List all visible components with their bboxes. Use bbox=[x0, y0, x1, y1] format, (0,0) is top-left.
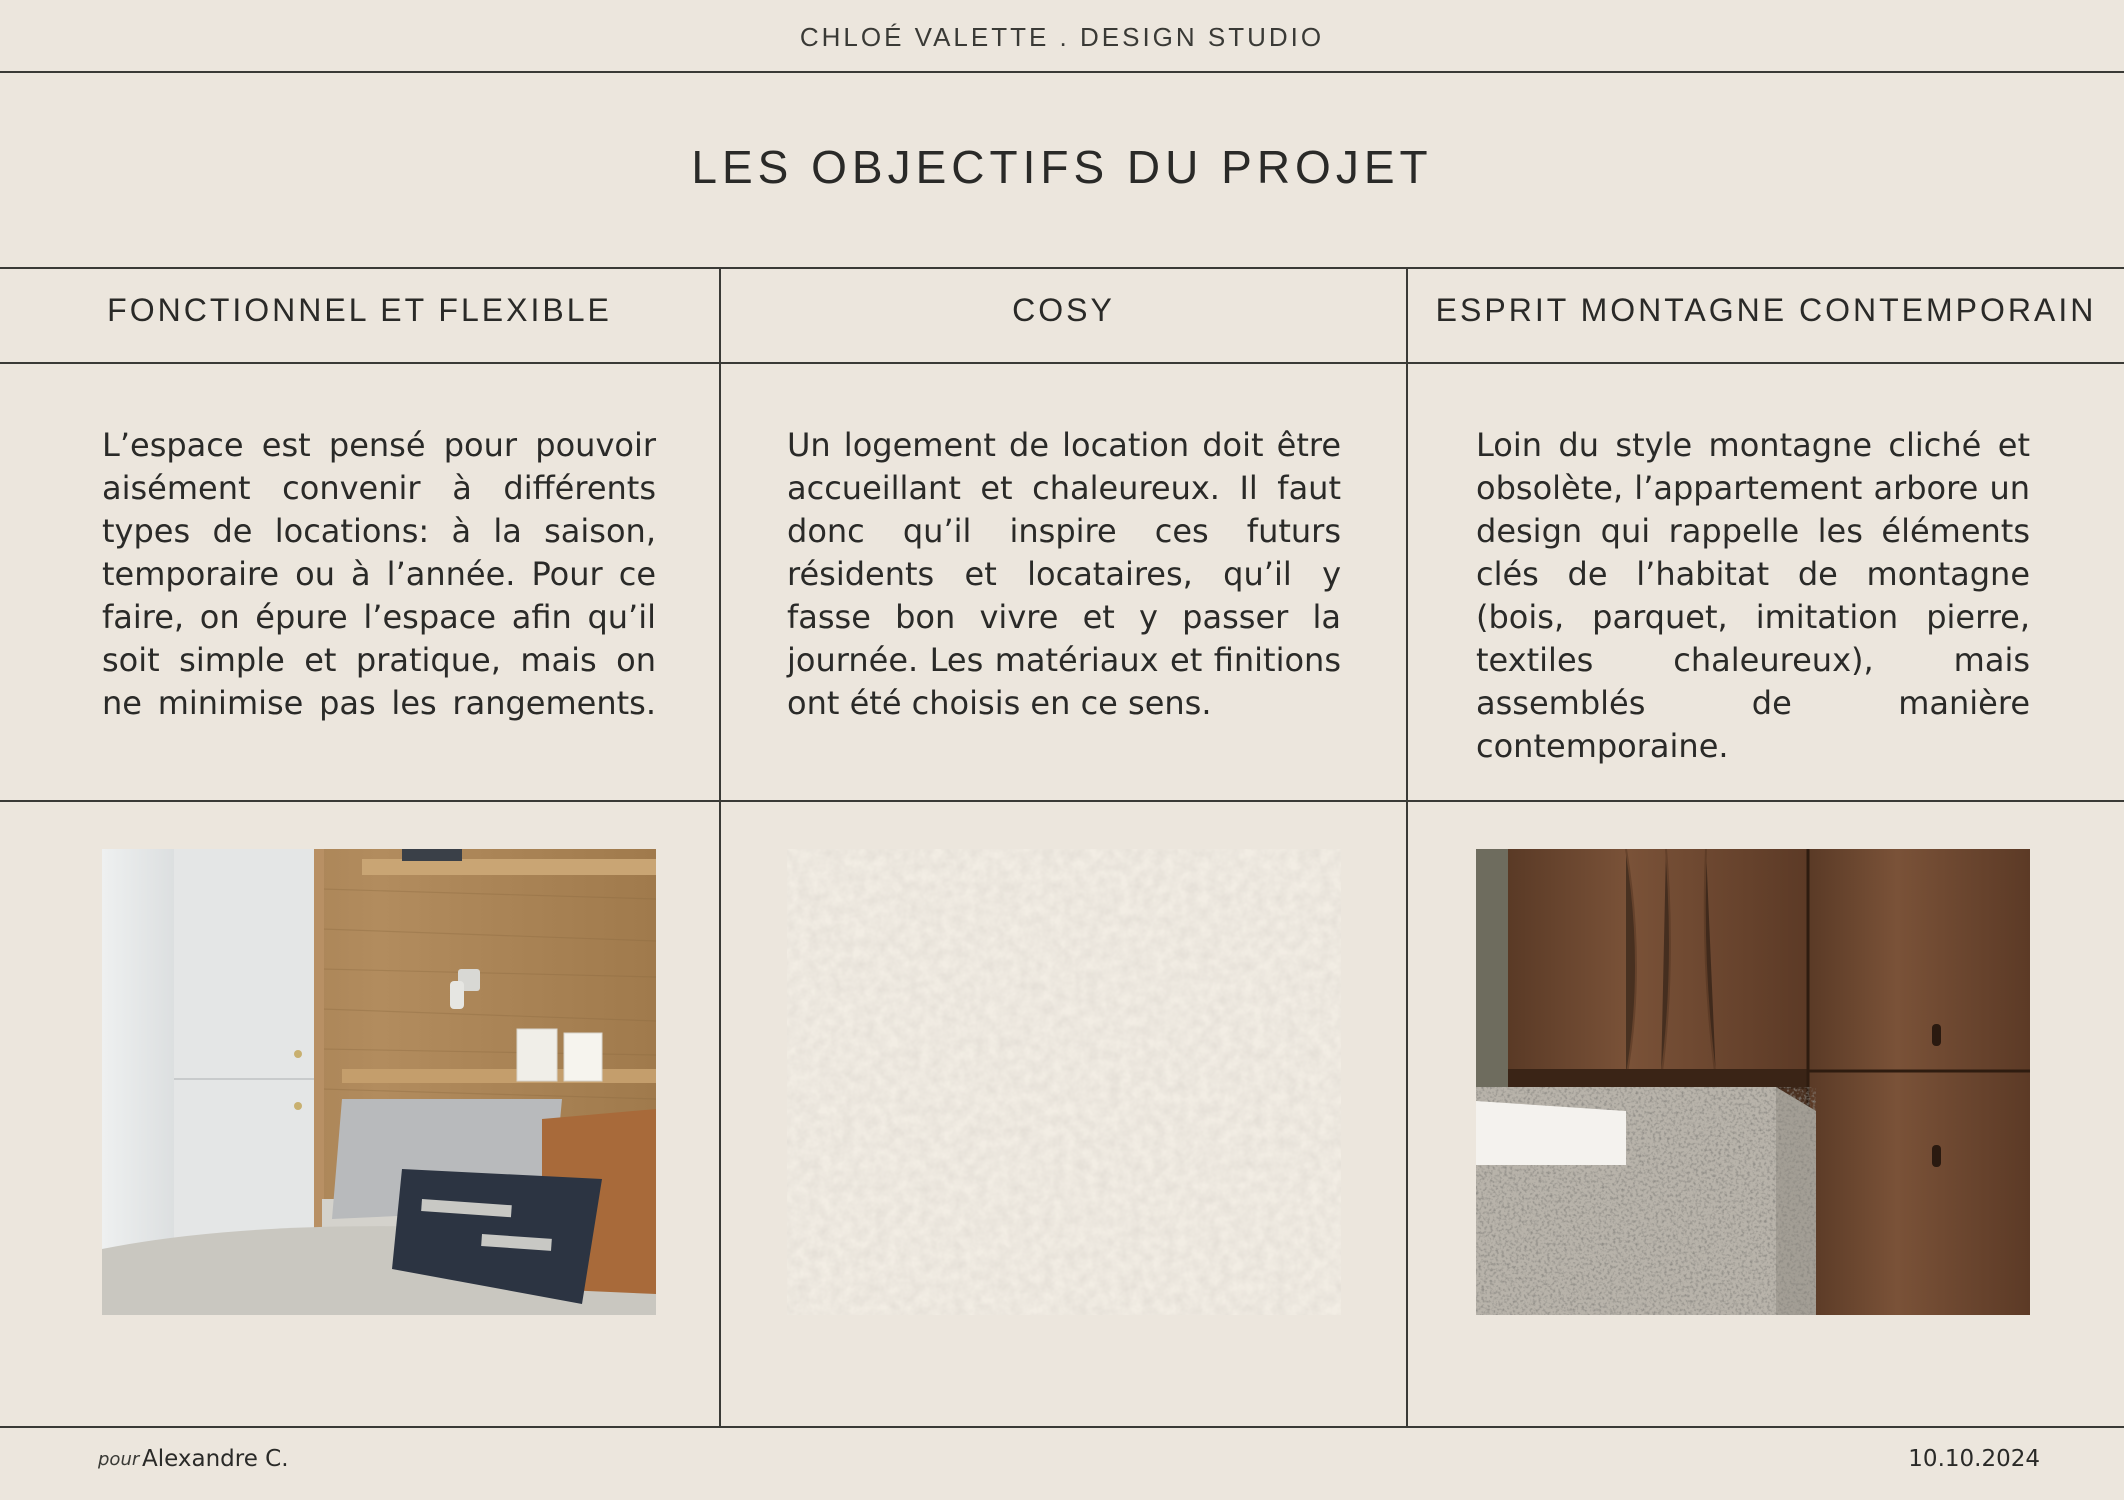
footer-pour-label: pour bbox=[98, 1449, 140, 1470]
column-text-fonctionnel: L’espace est pensé pour pouvoir aisément convenir à différents types de locations: à la saison, temporaire ou à l’année. Pour ce faire, on épure l’espace afin qu’il soit simple et pratique, mais on ne minimise pas les rangements. bbox=[102, 426, 656, 722]
title-divider bbox=[0, 267, 2124, 269]
page-title: LES OBJECTIFS DU PROJET bbox=[691, 141, 1433, 193]
footer-divider bbox=[0, 1426, 2124, 1428]
footer-date: 10.10.2024 bbox=[1908, 1446, 2040, 1472]
column-text-montagne: Loin du style montagne cliché et obsolète, l’appartement arbore un design qui rappelle les éléments clés de l’habitat de montagne (bois, parquet, imitation pierre, textiles chaleureux), mais assemblés de manière contemporaine. bbox=[1476, 426, 2030, 765]
boucle-fabric-texture-photo bbox=[787, 849, 1341, 1315]
heading-divider bbox=[0, 362, 2124, 364]
column-heading-cosy: COSY bbox=[1012, 292, 1115, 328]
footer-client-name: Alexandre C. bbox=[142, 1446, 289, 1472]
walnut-terrazzo-vanity-photo bbox=[1476, 849, 2030, 1315]
bedroom-headboard-photo bbox=[102, 849, 656, 1315]
column-divider-1 bbox=[719, 267, 721, 1428]
column-heading-montagne: ESPRIT MONTAGNE CONTEMPORAIN bbox=[1435, 292, 2097, 328]
column-heading-fonctionnel: FONCTIONNEL ET FLEXIBLE bbox=[107, 292, 612, 328]
text-divider bbox=[0, 800, 2124, 802]
header-divider bbox=[0, 71, 2124, 73]
column-text-cosy: Un logement de location doit être accueillant et chaleureux. Il faut donc qu’il inspire ces futurs résidents et locataires, qu’il y fasse bon vivre et y passer la journée. Les matériaux et finitions ont été choisis en ce sens. bbox=[787, 426, 1341, 722]
column-divider-2 bbox=[1406, 267, 1408, 1428]
studio-name: CHLOÉ VALETTE . DESIGN STUDIO bbox=[799, 22, 1325, 52]
